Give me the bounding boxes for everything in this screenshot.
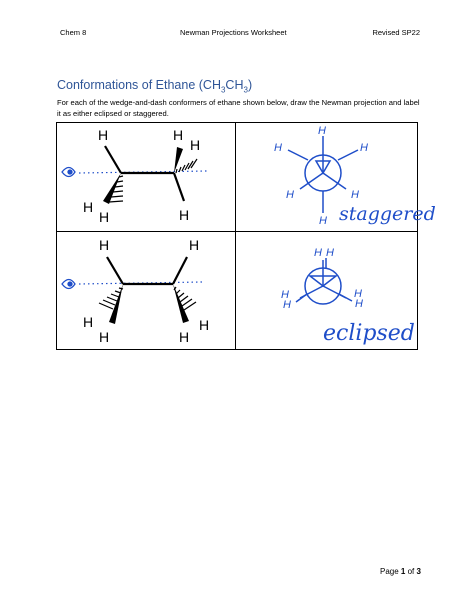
newman-label-h: H — [360, 142, 368, 154]
wedge-dash-structure-eclipsed — [57, 232, 235, 350]
page-header — [60, 28, 420, 42]
newman-label-h: H — [319, 215, 327, 227]
wedge-dash-structure-staggered — [57, 123, 235, 231]
newman-label-h: H — [274, 142, 282, 154]
atom-label-h: H — [189, 237, 200, 253]
eye-icon — [62, 280, 75, 289]
atom-label-h: H — [83, 199, 94, 215]
revision-label: Revised SP22 — [372, 28, 420, 37]
newman-label-h: H — [326, 247, 334, 259]
cell-newman-1 — [236, 123, 436, 231]
cell-wedge-dash-1 — [57, 123, 235, 231]
atom-label-h: H — [99, 237, 110, 253]
newman-projection-eclipsed — [236, 232, 417, 350]
newman-label-h: H — [355, 298, 363, 310]
atom-label-h: H — [190, 137, 201, 153]
instructions: For each of the wedge-and-dash conformers of ethane shown below, draw the Newman projection and label it as either eclipsed or staggered. — [57, 98, 420, 118]
newman-label-h: H — [318, 125, 326, 137]
atom-label-h: H — [179, 329, 190, 345]
answer-staggered: staggered — [339, 203, 436, 225]
atom-label-h: H — [173, 127, 184, 143]
newman-label-h: H — [283, 299, 291, 311]
answer-eclipsed: eclipsed — [323, 321, 415, 346]
section-title: Conformations of Ethane $(CH_3CH_3)$ — [57, 78, 253, 95]
atom-label-h: H — [99, 209, 110, 225]
atom-label-h: H — [179, 207, 190, 223]
worksheet-title: Newman Projections Worksheet — [180, 28, 287, 37]
atom-label-h: H — [83, 314, 94, 330]
newman-label-h: H — [286, 189, 294, 201]
course-name: Chem 8 — [60, 28, 87, 37]
eye-icon — [62, 168, 75, 177]
cell-wedge-dash-2 — [57, 232, 235, 350]
cell-newman-2 — [236, 232, 417, 350]
newman-label-h: H — [351, 189, 359, 201]
exercise-table — [56, 122, 436, 350]
newman-label-h: H — [314, 247, 322, 259]
newman-projection-staggered — [236, 123, 436, 231]
atom-label-h: H — [99, 329, 110, 345]
atom-label-h: H — [199, 317, 210, 333]
newman-label-h: H — [354, 288, 362, 300]
page-number: Page 1 of 3 — [380, 567, 421, 576]
atom-label-h: H — [98, 127, 109, 143]
newman-label-h: H — [281, 289, 289, 301]
